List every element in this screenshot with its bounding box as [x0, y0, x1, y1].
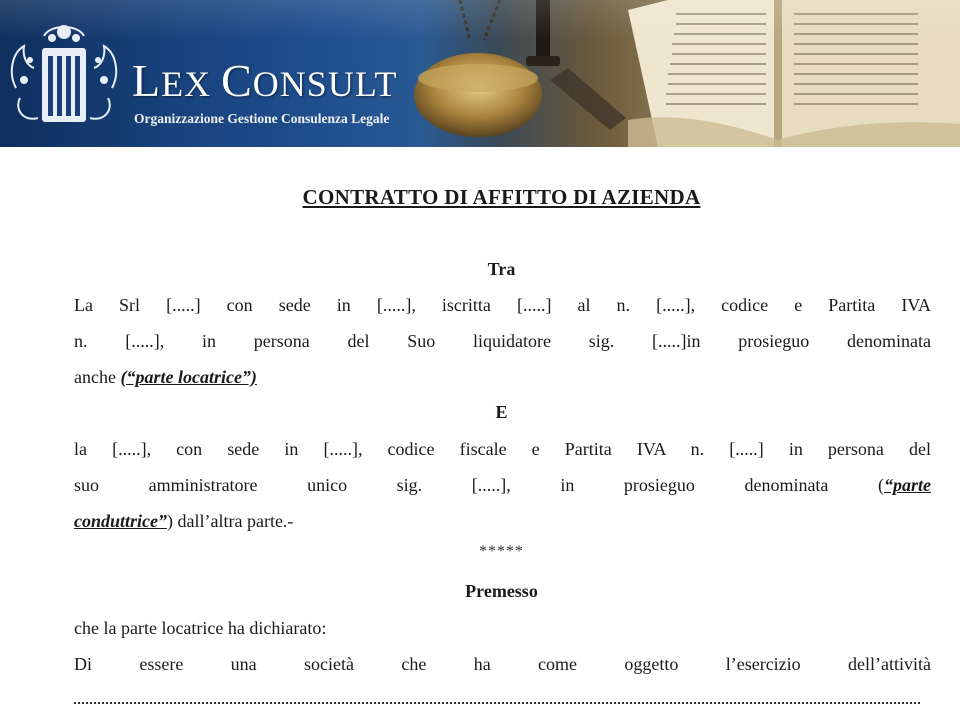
para2-line1: la [.....], con sede in [.....], codice fiscale e Partita IVA n. [.....] in persona del [74, 439, 931, 459]
para2-line2 [74, 474, 931, 496]
parte-conduttrice-term-end: conduttrice” [74, 511, 167, 531]
open-book-icon [628, 0, 960, 147]
header-banner [0, 0, 960, 147]
dotted-fill-line [74, 688, 920, 704]
heading-premesso: Premesso [465, 581, 538, 601]
para1-line2: n. [.....], in persona del Suo liquidatore sig. [.....]in prosieguo denominata [74, 331, 931, 351]
brand-title: LEX CONSULT [132, 55, 398, 106]
brand-subtitle: Organizzazione Gestione Consulenza Legale [134, 111, 390, 126]
parte-locatrice-term: (“parte locatrice”) [120, 367, 257, 387]
para3-line1: che la parte locatrice ha dichiarato: [74, 618, 327, 638]
heading-tra: Tra [487, 259, 516, 279]
section-separator: ***** [479, 543, 524, 560]
para1-line3 [74, 366, 931, 388]
document-title: CONTRATTO DI AFFITTO DI AZIENDA [302, 185, 701, 209]
para2-line3-text: ) dall’altra parte.- [167, 511, 294, 531]
para3-line2: Di essere una società che ha come oggetto l’esercizio dell’attività [74, 654, 931, 674]
heading-e: E [495, 402, 508, 422]
para1-line3-text: anche [74, 367, 121, 387]
para2-line3 [74, 510, 931, 532]
crest-logo-icon [4, 18, 124, 130]
parte-conduttrice-term-start: “parte [884, 475, 931, 495]
para2-line2-text: suo amministratore unico sig. [.....], in prosieguo denominata ( [74, 475, 884, 495]
scales-of-justice-icon [400, 0, 640, 147]
para1-line1: La Srl [.....] con sede in [.....], iscritta [.....] al n. [.....], codice e Partita IVA [74, 295, 931, 315]
